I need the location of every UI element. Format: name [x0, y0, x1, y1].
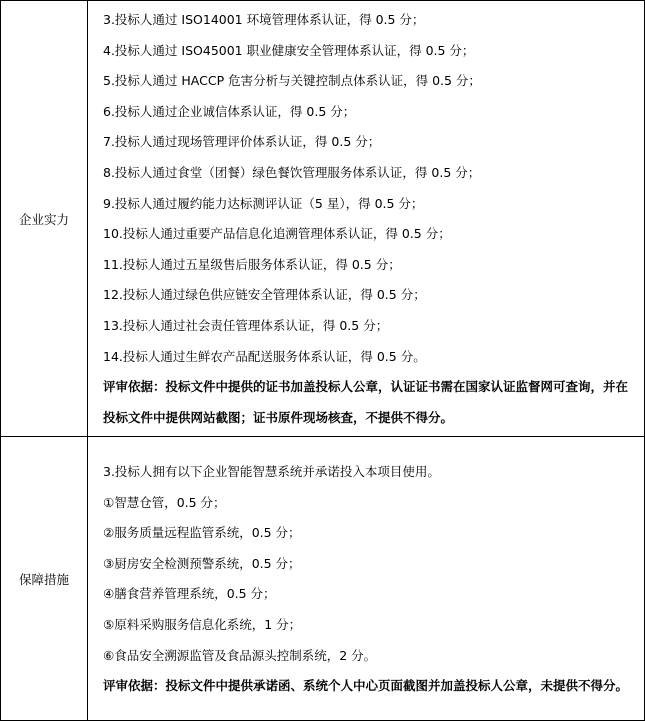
criterion-line: 10.投标人通过重要产品信息化追溯管理体系认证，得 0.5 分；	[103, 226, 451, 242]
criterion-line: 8.投标人通过食堂（团餐）绿色餐饮管理服务体系认证，得 0.5 分；	[103, 164, 481, 180]
criterion-line: 3.投标人拥有以下企业智能智慧系统并承诺投入本项目使用。	[103, 463, 440, 479]
criterion-line: 4.投标人通过 ISO45001 职业健康安全管理体系认证，得 0.5 分；	[103, 42, 475, 58]
review-basis-text: 评审依据：投标文件中提供承诺函、系统个人中心页面截图并加盖投标人公章，未提供不得分。	[103, 678, 629, 694]
criterion-line: 11.投标人通过五星级售后服务体系认证，得 0.5 分；	[103, 256, 401, 272]
section-content-safeguard-measures	[88, 437, 645, 721]
criterion-line: ③厨房安全检测预警系统，0.5 分；	[103, 555, 301, 571]
section-label-safeguard-measures: 保障措施	[1, 437, 88, 721]
table-row-enterprise-strength	[1, 1, 645, 437]
section-label-enterprise-strength: 企业实力	[1, 1, 88, 437]
criterion-line: ⑥食品安全溯源监管及食品源头控制系统，2 分。	[103, 647, 377, 663]
table-row-safeguard-measures	[1, 437, 645, 721]
criterion-line: 9.投标人通过履约能力达标测评认证（5 星），得 0.5 分；	[103, 195, 424, 211]
criterion-line: 14.投标人通过生鲜农产品配送服务体系认证，得 0.5 分。	[103, 348, 426, 364]
criterion-line: 13.投标人通过社会责任管理体系认证，得 0.5 分；	[103, 317, 389, 333]
criterion-line: 7.投标人通过现场管理评价体系认证，得 0.5 分；	[103, 134, 381, 150]
criterion-line: 3.投标人通过 ISO14001 环境管理体系认证，得 0.5 分；	[103, 12, 425, 27]
criterion-line: ①智慧仓管，0.5 分；	[103, 494, 226, 510]
review-basis-text: 评审依据：投标文件中提供的证书加盖投标人公章，认证证书需在国家认证监督网可查询，并在投标文件中提供网站截图；证书原件现场核查，不提供不得分。	[103, 379, 629, 425]
criterion-line: ④膳食营养管理系统，0.5 分；	[103, 586, 276, 602]
criterion-line: ⑤原料采购服务信息化系统，1 分；	[103, 616, 302, 632]
criterion-line: ②服务质量远程监管系统，0.5 分；	[103, 525, 301, 541]
criterion-line: 12.投标人通过绿色供应链安全管理体系认证，得 0.5 分；	[103, 287, 426, 303]
section-content-enterprise-strength	[88, 1, 645, 437]
criterion-line: 5.投标人通过 HACCP 危害分析与关键控制点体系认证，得 0.5 分；	[103, 73, 481, 89]
criterion-line: 6.投标人通过企业诚信体系认证，得 0.5 分；	[103, 103, 356, 119]
